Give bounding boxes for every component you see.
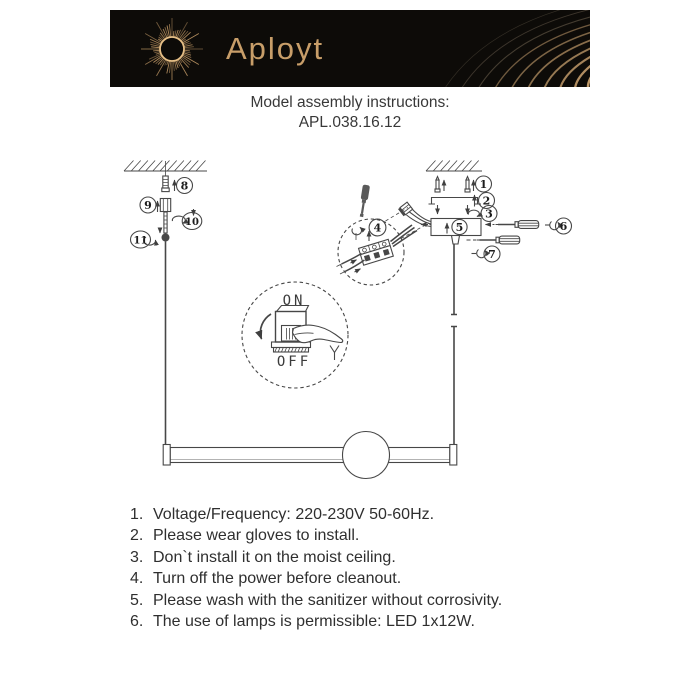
part-label-6 [556,218,572,234]
right-canopy-assembly [386,161,483,446]
brand-name: Aployt [226,31,325,66]
part-label-4 [369,219,386,236]
svg-text:7: 7 [488,248,496,261]
ceiling-hatch-left [124,161,206,172]
svg-text:10: 10 [185,216,199,228]
model-number: APL.038.16.12 [298,113,402,131]
terminal-detail-callout [337,184,418,285]
lamp-fixture [163,432,457,479]
svg-text:11: 11 [133,235,148,247]
svg-text:6: 6 [559,220,568,233]
svg-text:3: 3 [485,207,493,221]
rotate-icon [352,227,362,234]
screwdriver-icon [358,184,370,217]
part-label-1 [476,176,492,192]
svg-text:9: 9 [144,199,152,212]
instruction-item: 2. Please wear gloves to install. [130,527,360,545]
instructions-heading: Model assembly instructions: [250,94,450,111]
instruction-item: 1. Voltage/Frequency: 220-230V 50-60Hz. [130,506,435,523]
svg-text:1: 1 [479,178,488,191]
instruction-list [130,504,502,632]
on-label: ON [282,293,306,309]
switch-detail-callout [242,282,348,388]
instruction-item: 6. The use of lamps is permissible: LED 1x12W. [130,613,475,631]
toggle-arrow-icon [260,314,271,339]
part-label-11 [131,231,151,248]
svg-text:8: 8 [180,179,189,193]
ceiling-hatch-right [426,161,479,172]
part-label-9 [140,197,156,213]
part-label-10 [182,213,202,230]
instruction-item: 5. Please wash with the sanitizer without corrosivity. [130,591,503,609]
part-label-7 [484,246,500,262]
switch-base-hatch [275,348,306,352]
svg-text:2: 2 [482,194,491,208]
rotate-icon [550,222,559,230]
off-label: OFF [276,354,312,370]
svg-text:4: 4 [373,221,382,235]
lamp-globe [343,432,390,479]
wire-connector [398,202,413,216]
instruction-item: 3. Don`t install it on the moist ceiling. [130,548,396,566]
part-label-8 [177,178,193,194]
instruction-item: 4. Turn off the power before cleanout. [130,570,402,588]
svg-text:5: 5 [455,221,464,234]
left-suspension-assembly [124,161,207,446]
part-label-3 [481,206,497,222]
strain-relief [452,236,460,245]
screwdriver-6 [486,221,559,230]
